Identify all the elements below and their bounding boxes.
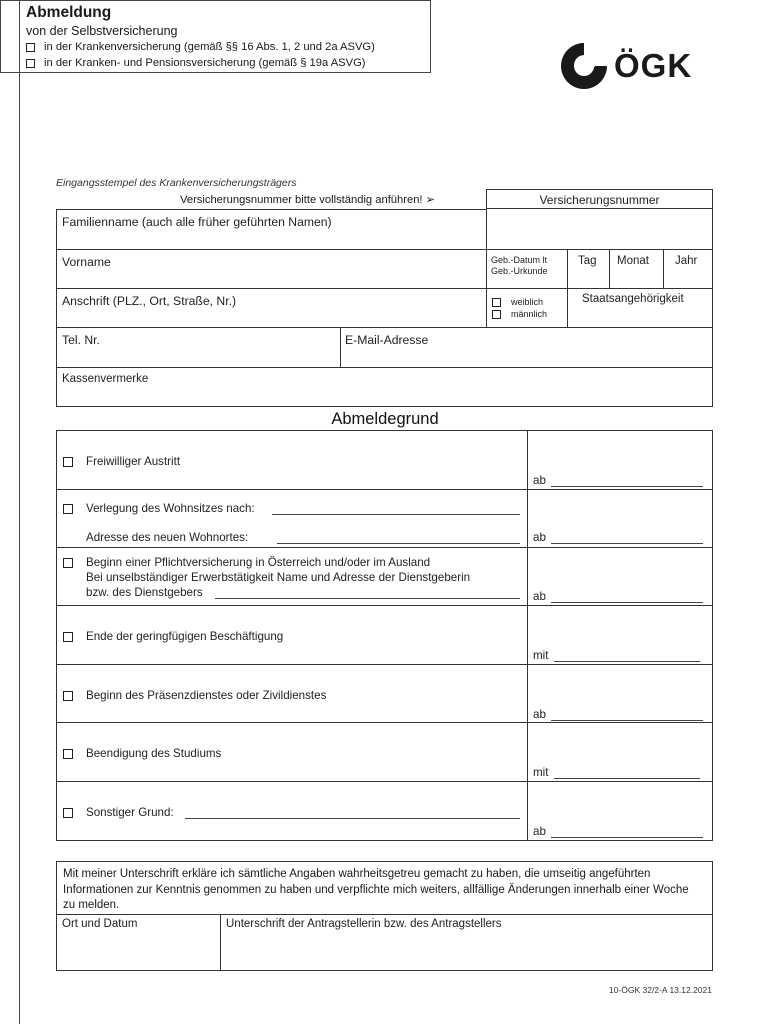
checkbox-sonstiger-grund[interactable] (63, 808, 73, 818)
geburtsdatum-field[interactable] (486, 249, 713, 289)
reason-sonstiger-grund[interactable] (56, 781, 713, 841)
ende-geringfuegig-label: Ende der geringfügigen Beschäftigung (86, 630, 284, 643)
ab-date-line[interactable] (551, 602, 703, 603)
weiblich-label: weiblich (511, 297, 544, 307)
declaration-box (56, 861, 713, 971)
tag-label: Tag (578, 255, 597, 267)
adresse-neuer-wohnort-label: Adresse des neuen Wohnortes: (86, 531, 249, 544)
studium-label: Beendigung des Studiums (86, 747, 222, 760)
option-kranken-pensionsversicherung-label: in der Kranken- und Pensionsversicherung (gemäß § 19a ASVG) (44, 57, 366, 69)
kassenvermerke-field (56, 367, 713, 407)
dienstgeber-line[interactable] (215, 598, 520, 599)
reason-freiwilliger-austritt[interactable] (56, 430, 713, 490)
checkbox-kranken-pensionsversicherung[interactable] (26, 59, 35, 68)
tel-label: Tel. Nr. (62, 333, 100, 347)
dienstgeber-label: bzw. des Dienstgebers (86, 586, 203, 599)
unterschrift-field[interactable] (221, 914, 712, 970)
vorname-field[interactable] (56, 249, 487, 289)
eingangsstempel-label: Eingangsstempel des Krankenversicherungsträgers (56, 177, 297, 189)
option-kranken-pensionsversicherung[interactable] (26, 57, 366, 69)
ab-label: ab (533, 531, 546, 544)
ab-date-line[interactable] (551, 837, 703, 838)
versicherungsnummer-field[interactable] (486, 189, 713, 250)
tel-field[interactable] (56, 327, 341, 368)
reason-pflichtversicherung[interactable] (56, 547, 713, 606)
versicherungsnummer-label: Versicherungsnummer (539, 193, 660, 207)
ab-label: ab (533, 474, 546, 487)
reason-praesenzdienst[interactable] (56, 664, 713, 723)
checkbox-praesenzdienst[interactable] (63, 691, 73, 701)
form-number: 10-ÖGK 32/2-A 13.12.2021 (608, 985, 712, 995)
unterschrift-label: Unterschrift der Antragstellerin bzw. des Antragstellers (226, 918, 502, 930)
familienname-field[interactable] (56, 209, 487, 250)
adresse-line[interactable] (277, 543, 520, 544)
reason-verlegung-wohnsitz[interactable] (56, 489, 713, 548)
familienname-label: Familienname (auch alle früher geführten Namen) (62, 215, 332, 229)
sonstiger-grund-line[interactable] (185, 818, 520, 819)
jahr-label: Jahr (675, 255, 698, 267)
oegk-logo (556, 37, 738, 95)
reason-ende-geringfuegig[interactable] (56, 605, 713, 665)
ab-label: ab (533, 590, 546, 603)
ort-datum-label: Ort und Datum (62, 918, 138, 930)
checkbox-krankenversicherung[interactable] (26, 43, 35, 52)
sonstiger-grund-label: Sonstiger Grund: (86, 806, 174, 819)
mit-label: mit (533, 766, 549, 779)
checkbox-maennlich[interactable] (492, 310, 501, 319)
pflichtversicherung-label: Beginn einer Pflichtversicherung in Österreich und/oder im Ausland (86, 556, 431, 569)
email-label: E-Mail-Adresse (345, 333, 429, 347)
ab-date-line[interactable] (551, 720, 703, 721)
freiwilliger-austritt-label: Freiwilliger Austritt (86, 455, 181, 468)
versicherungsnummer-hint: Versicherungsnummer bitte vollständig anführen! ➢ (180, 194, 436, 206)
monat-label: Monat (617, 255, 649, 267)
oegk-logo-mark-icon (556, 37, 612, 95)
mit-date-line[interactable] (554, 778, 700, 779)
checkbox-studium[interactable] (63, 749, 73, 759)
staatsangehoerigkeit-label: Staatsangehörigkeit (582, 293, 684, 305)
praesenzdienst-label: Beginn des Präsenzdienstes oder Zivildienstes (86, 689, 327, 702)
form-subtitle: von der Selbstversicherung (26, 24, 178, 38)
logo-text: ÖGK (614, 47, 693, 84)
abmeldegrund-title: Abmeldegrund (331, 410, 439, 428)
mit-label: mit (533, 649, 549, 662)
dienstgeber-hint-label: Bei unselbständiger Erwerbstätigkeit Name und Adresse der Dienstgeberin (86, 571, 471, 584)
geb-datum-label-1: Geb.-Datum lt (491, 255, 548, 265)
vorname-label: Vorname (62, 255, 111, 269)
wohnsitz-line[interactable] (272, 514, 520, 515)
ort-datum-field[interactable] (57, 914, 220, 970)
ab-label: ab (533, 825, 546, 838)
option-krankenversicherung-label: in der Krankenversicherung (gemäß §§ 16 Abs. 1, 2 und 2a ASVG) (44, 41, 375, 53)
option-krankenversicherung[interactable] (26, 41, 375, 53)
geb-datum-label-2: Geb.-Urkunde (491, 266, 548, 276)
geschlecht-staatsangehoerigkeit-field (486, 288, 713, 328)
reason-studium[interactable] (56, 722, 713, 782)
mit-date-line[interactable] (554, 661, 700, 662)
anschrift-label: Anschrift (PLZ., Ort, Straße, Nr.) (62, 294, 237, 308)
checkbox-verlegung-wohnsitz[interactable] (63, 504, 73, 514)
anschrift-field[interactable] (56, 288, 487, 328)
email-field[interactable] (340, 327, 713, 368)
ab-date-line[interactable] (551, 486, 703, 487)
kassenvermerke-label: Kassenvermerke (62, 373, 149, 385)
checkbox-weiblich[interactable] (492, 298, 501, 307)
checkbox-ende-geringfuegig[interactable] (63, 632, 73, 642)
ab-date-line[interactable] (551, 543, 703, 544)
checkbox-freiwilliger-austritt[interactable] (63, 457, 73, 467)
verlegung-wohnsitz-label: Verlegung des Wohnsitzes nach: (86, 502, 255, 515)
declaration-text: Mit meiner Unterschrift erkläre ich sämtliche Angaben wahrheitsgetreu gemacht zu haben, die umseitig angeführten Informationen zur Kenntnis genommen zu haben und verpflichte mich weiters, allfällige Änderungen innerhalb einer Woche zu melden. (63, 868, 689, 911)
maennlich-label: männlich (511, 309, 548, 319)
form-header-box (0, 0, 431, 73)
header-side-bar (19, 0, 20, 1024)
form-title: Abmeldung (26, 4, 112, 21)
ab-label: ab (533, 708, 546, 721)
checkbox-pflichtversicherung[interactable] (63, 558, 73, 568)
